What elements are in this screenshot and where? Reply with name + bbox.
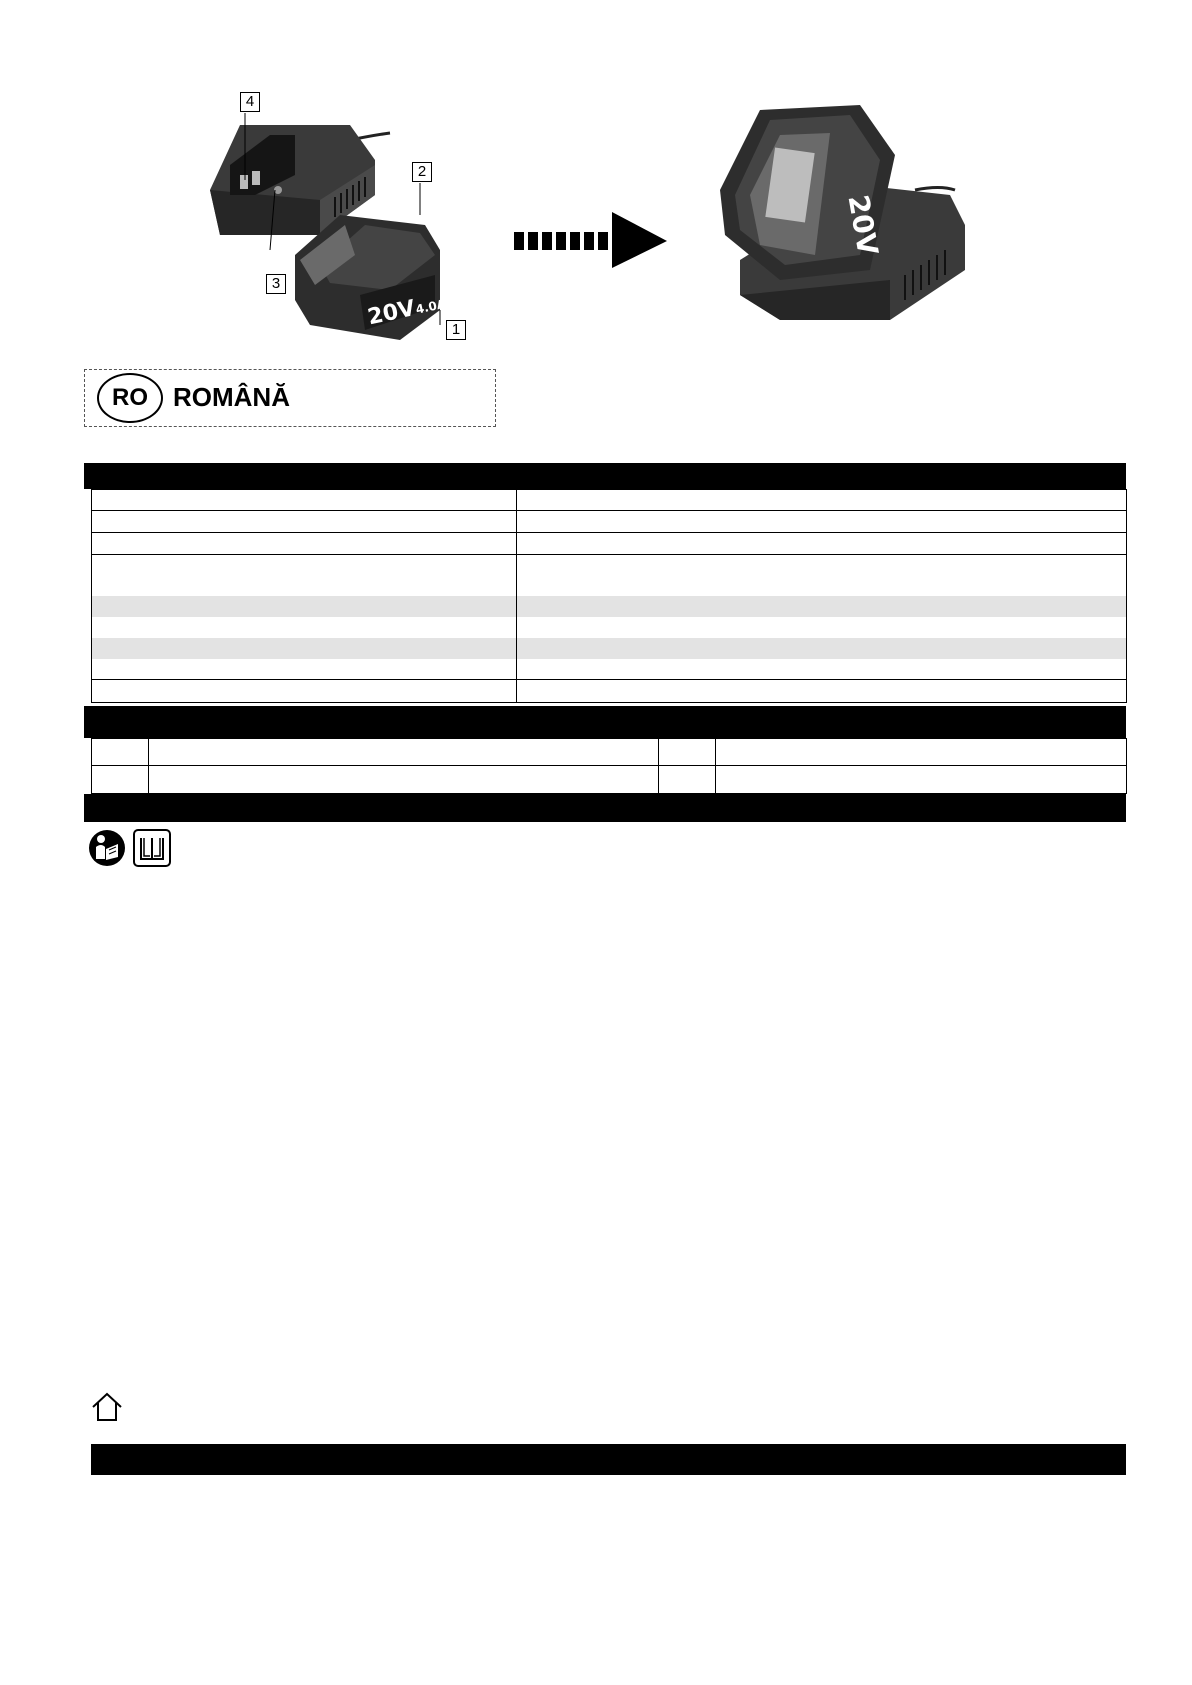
- parts-row: [92, 739, 1127, 766]
- parts-table-header-bar: [84, 706, 1126, 738]
- callout-4: 4: [240, 92, 260, 112]
- parts-row: [92, 766, 1127, 794]
- svg-text:20V: 20V: [841, 192, 885, 258]
- callout-1: 1: [446, 320, 466, 340]
- spec-row: [92, 596, 1127, 617]
- parts-table: [91, 738, 1127, 794]
- spec-table-header-bar: [84, 463, 1126, 489]
- book-icon: [133, 829, 171, 867]
- charger-battery-illustration: [200, 85, 480, 345]
- spec-row: [92, 617, 1127, 638]
- callout-3: 3: [266, 274, 286, 294]
- spec-row: [92, 511, 1127, 533]
- spec-row: [92, 555, 1127, 596]
- section-header-bar: [91, 1444, 1126, 1475]
- arrow-right-icon: [512, 210, 672, 270]
- spec-row: [92, 490, 1127, 511]
- spec-row: [92, 659, 1127, 680]
- language-name: ROMÂNĂ: [173, 382, 290, 412]
- safety-section-header-bar: [84, 794, 1126, 822]
- indoor-use-house-icon: [90, 1391, 124, 1423]
- spec-row: [92, 680, 1127, 703]
- language-code-badge: RO: [97, 373, 163, 423]
- language-box: [84, 369, 496, 427]
- callout-2: 2: [412, 162, 432, 182]
- battery-voltage-text: 20V: [365, 295, 418, 331]
- battery-on-charger-illustration: [700, 95, 990, 335]
- spec-table: [91, 489, 1127, 703]
- spec-row: [92, 638, 1127, 659]
- read-manual-icon: [88, 829, 126, 867]
- battery-capacity-text: 4.0Ah: [414, 294, 456, 317]
- spec-row: [92, 533, 1127, 555]
